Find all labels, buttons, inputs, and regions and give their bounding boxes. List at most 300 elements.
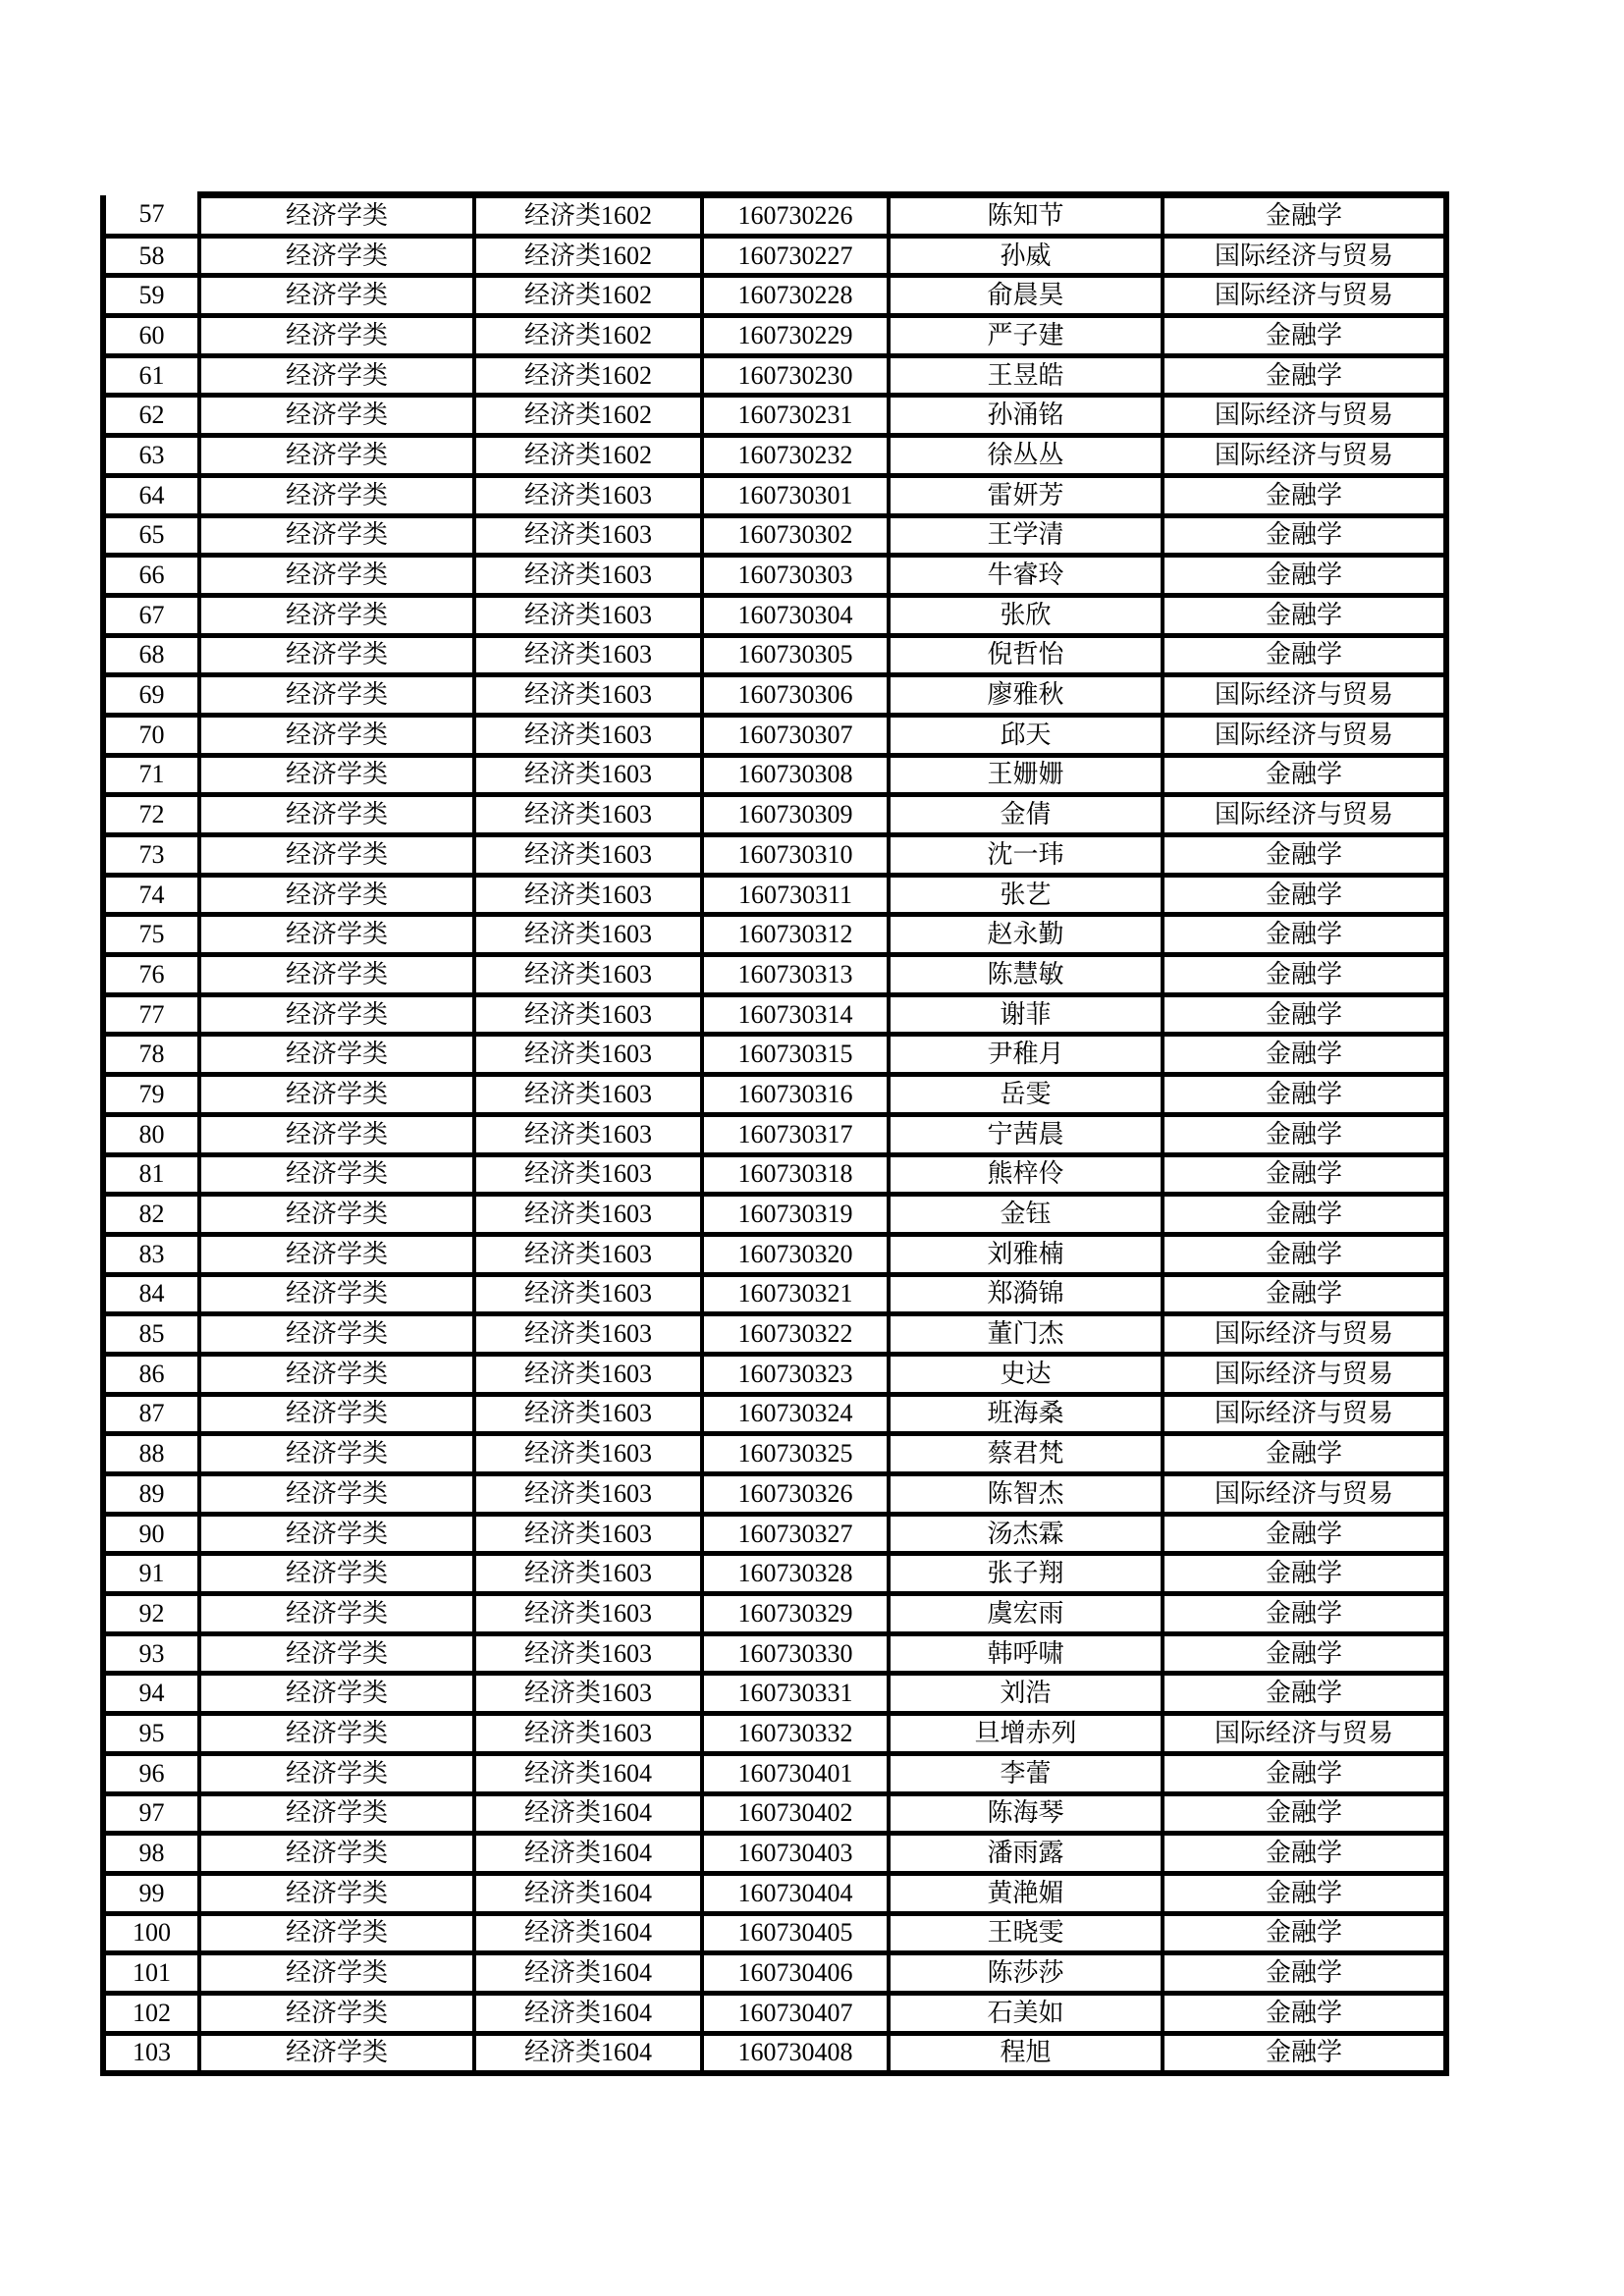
cell-major: 金融学 [1163, 955, 1446, 995]
cell-major: 金融学 [1163, 595, 1446, 635]
cell-category: 经济学类 [199, 195, 474, 237]
table-row [103, 1195, 1446, 1235]
cell-student-name: 刘浩 [889, 1674, 1163, 1714]
cell-class-name: 经济类1603 [474, 1594, 702, 1634]
cell-row-number: 78 [103, 1035, 199, 1075]
cell-row-number: 93 [103, 1633, 199, 1674]
table-row [103, 1114, 1446, 1154]
cell-class-name: 经济类1603 [474, 475, 702, 515]
table-row [103, 1234, 1446, 1274]
table-row [103, 635, 1446, 675]
cell-student-id: 160730312 [702, 915, 889, 955]
table-row [103, 795, 1446, 835]
cell-student-id: 160730227 [702, 236, 889, 276]
cell-student-id: 160730320 [702, 1234, 889, 1274]
cell-class-name: 经济类1602 [474, 316, 702, 356]
table-row [103, 1514, 1446, 1554]
cell-class-name: 经济类1604 [474, 2033, 702, 2073]
table-row [103, 1633, 1446, 1674]
cell-row-number: 75 [103, 915, 199, 955]
cell-student-name: 沈一玮 [889, 835, 1163, 876]
cell-student-name: 孙威 [889, 236, 1163, 276]
cell-student-name: 陈知节 [889, 195, 1163, 237]
cell-major: 金融学 [1163, 1434, 1446, 1474]
cell-category: 经济学类 [199, 1674, 474, 1714]
cell-student-name: 李蕾 [889, 1753, 1163, 1793]
cell-class-name: 经济类1603 [474, 1633, 702, 1674]
cell-major: 金融学 [1163, 1195, 1446, 1235]
cell-row-number: 72 [103, 795, 199, 835]
cell-student-name: 孙涌铭 [889, 396, 1163, 436]
cell-major: 金融学 [1163, 915, 1446, 955]
cell-student-name: 韩呼啸 [889, 1633, 1163, 1674]
cell-class-name: 经济类1604 [474, 1953, 702, 1994]
cell-student-id: 160730309 [702, 795, 889, 835]
cell-student-name: 潘雨露 [889, 1834, 1163, 1874]
cell-category: 经济学类 [199, 1594, 474, 1634]
cell-major: 金融学 [1163, 556, 1446, 596]
table-row [103, 1434, 1446, 1474]
cell-student-id: 160730327 [702, 1514, 889, 1554]
cell-major: 金融学 [1163, 2033, 1446, 2073]
cell-category: 经济学类 [199, 1195, 474, 1235]
cell-student-id: 160730322 [702, 1314, 889, 1355]
table-row [103, 1674, 1446, 1714]
cell-row-number: 92 [103, 1594, 199, 1634]
cell-major: 金融学 [1163, 755, 1446, 795]
cell-row-number: 103 [103, 2033, 199, 2073]
cell-class-name: 经济类1603 [474, 875, 702, 915]
cell-student-id: 160730230 [702, 355, 889, 396]
cell-class-name: 经济类1603 [474, 1195, 702, 1235]
cell-row-number: 62 [103, 396, 199, 436]
cell-category: 经济学类 [199, 1834, 474, 1874]
cell-student-id: 160730408 [702, 2033, 889, 2073]
student-roster-table-body [103, 195, 1446, 2074]
cell-row-number: 67 [103, 595, 199, 635]
cell-student-name: 陈海琴 [889, 1793, 1163, 1834]
table-row [103, 915, 1446, 955]
cell-student-id: 160730226 [702, 195, 889, 237]
cell-student-name: 陈慧敏 [889, 955, 1163, 995]
cell-student-name: 金倩 [889, 795, 1163, 835]
cell-major: 国际经济与贸易 [1163, 1714, 1446, 1754]
table-row [103, 1753, 1446, 1793]
cell-major: 金融学 [1163, 515, 1446, 556]
cell-category: 经济学类 [199, 1554, 474, 1594]
cell-major: 国际经济与贸易 [1163, 715, 1446, 755]
cell-student-name: 班海桑 [889, 1394, 1163, 1434]
table-row [103, 835, 1446, 876]
cell-student-id: 160730401 [702, 1753, 889, 1793]
cell-student-id: 160730311 [702, 875, 889, 915]
cell-category: 经济学类 [199, 556, 474, 596]
table-row [103, 1793, 1446, 1834]
cell-major: 国际经济与贸易 [1163, 236, 1446, 276]
cell-student-name: 谢菲 [889, 994, 1163, 1035]
cell-row-number: 61 [103, 355, 199, 396]
cell-row-number: 69 [103, 675, 199, 716]
cell-major: 金融学 [1163, 1594, 1446, 1634]
cell-category: 经济学类 [199, 1714, 474, 1754]
cell-row-number: 65 [103, 515, 199, 556]
cell-class-name: 经济类1603 [474, 1154, 702, 1195]
cell-row-number: 59 [103, 276, 199, 316]
cell-student-id: 160730313 [702, 955, 889, 995]
cell-major: 国际经济与贸易 [1163, 1394, 1446, 1434]
cell-class-name: 经济类1603 [474, 1554, 702, 1594]
cell-class-name: 经济类1604 [474, 1913, 702, 1953]
cell-student-id: 160730303 [702, 556, 889, 596]
cell-class-name: 经济类1603 [474, 994, 702, 1035]
cell-row-number: 98 [103, 1834, 199, 1874]
table-row [103, 475, 1446, 515]
cell-category: 经济学类 [199, 955, 474, 995]
cell-class-name: 经济类1603 [474, 1434, 702, 1474]
cell-class-name: 经济类1602 [474, 355, 702, 396]
cell-class-name: 经济类1602 [474, 396, 702, 436]
cell-major: 金融学 [1163, 1114, 1446, 1154]
cell-student-id: 160730317 [702, 1114, 889, 1154]
cell-student-name: 严子建 [889, 316, 1163, 356]
cell-major: 金融学 [1163, 1514, 1446, 1554]
cell-student-id: 160730318 [702, 1154, 889, 1195]
cell-student-id: 160730328 [702, 1554, 889, 1594]
table-row [103, 1394, 1446, 1434]
cell-student-name: 倪哲怡 [889, 635, 1163, 675]
cell-category: 经济学类 [199, 1314, 474, 1355]
cell-student-name: 王晓雯 [889, 1913, 1163, 1953]
cell-student-name: 程旭 [889, 2033, 1163, 2073]
cell-category: 经济学类 [199, 1793, 474, 1834]
table-row [103, 1474, 1446, 1515]
cell-row-number: 83 [103, 1234, 199, 1274]
cell-student-name: 王姗姗 [889, 755, 1163, 795]
cell-student-name: 石美如 [889, 1993, 1163, 2033]
cell-row-number: 86 [103, 1354, 199, 1394]
cell-category: 经济学类 [199, 715, 474, 755]
cell-major: 金融学 [1163, 994, 1446, 1035]
cell-student-id: 160730305 [702, 635, 889, 675]
cell-row-number: 73 [103, 835, 199, 876]
table-row [103, 236, 1446, 276]
cell-category: 经济学类 [199, 1753, 474, 1793]
cell-category: 经济学类 [199, 1873, 474, 1913]
cell-student-id: 160730325 [702, 1434, 889, 1474]
cell-row-number: 95 [103, 1714, 199, 1754]
cell-student-name: 徐丛丛 [889, 436, 1163, 476]
cell-class-name: 经济类1602 [474, 436, 702, 476]
cell-major: 国际经济与贸易 [1163, 1474, 1446, 1515]
table-row [103, 1035, 1446, 1075]
cell-class-name: 经济类1603 [474, 1075, 702, 1115]
cell-student-id: 160730324 [702, 1394, 889, 1434]
cell-row-number: 96 [103, 1753, 199, 1793]
cell-category: 经济学类 [199, 1274, 474, 1314]
cell-class-name: 经济类1603 [474, 556, 702, 596]
cell-student-name: 俞晨昊 [889, 276, 1163, 316]
cell-major: 金融学 [1163, 1674, 1446, 1714]
cell-category: 经济学类 [199, 1035, 474, 1075]
cell-student-id: 160730326 [702, 1474, 889, 1515]
cell-row-number: 102 [103, 1993, 199, 2033]
cell-class-name: 经济类1603 [474, 1714, 702, 1754]
cell-row-number: 71 [103, 755, 199, 795]
table-row [103, 595, 1446, 635]
cell-class-name: 经济类1603 [474, 1394, 702, 1434]
cell-category: 经济学类 [199, 1075, 474, 1115]
cell-student-id: 160730319 [702, 1195, 889, 1235]
cell-student-name: 王昱皓 [889, 355, 1163, 396]
cell-student-name: 王学清 [889, 515, 1163, 556]
table-row [103, 355, 1446, 396]
cell-row-number: 85 [103, 1314, 199, 1355]
cell-category: 经济学类 [199, 1633, 474, 1674]
table-row [103, 755, 1446, 795]
cell-student-name: 陈莎莎 [889, 1953, 1163, 1994]
cell-major: 金融学 [1163, 1234, 1446, 1274]
cell-student-id: 160730405 [702, 1913, 889, 1953]
cell-student-id: 160730301 [702, 475, 889, 515]
cell-row-number: 74 [103, 875, 199, 915]
cell-category: 经济学类 [199, 2033, 474, 2073]
cell-class-name: 经济类1603 [474, 755, 702, 795]
cell-row-number: 77 [103, 994, 199, 1035]
cell-category: 经济学类 [199, 795, 474, 835]
cell-category: 经济学类 [199, 1354, 474, 1394]
cell-category: 经济学类 [199, 915, 474, 955]
cell-class-name: 经济类1603 [474, 795, 702, 835]
table-row [103, 715, 1446, 755]
cell-row-number: 80 [103, 1114, 199, 1154]
cell-student-name: 黄滟媚 [889, 1873, 1163, 1913]
cell-class-name: 经济类1603 [474, 1035, 702, 1075]
table-row [103, 1554, 1446, 1594]
cell-student-id: 160730229 [702, 316, 889, 356]
cell-student-id: 160730406 [702, 1953, 889, 1994]
cell-class-name: 经济类1603 [474, 715, 702, 755]
cell-student-name: 熊梓伶 [889, 1154, 1163, 1195]
cell-major: 国际经济与贸易 [1163, 276, 1446, 316]
cell-student-id: 160730402 [702, 1793, 889, 1834]
cell-category: 经济学类 [199, 875, 474, 915]
cell-class-name: 经济类1602 [474, 195, 702, 237]
cell-major: 金融学 [1163, 1953, 1446, 1994]
cell-student-name: 尹稚月 [889, 1035, 1163, 1075]
cell-major: 金融学 [1163, 1035, 1446, 1075]
cell-major: 金融学 [1163, 1793, 1446, 1834]
cell-student-name: 郑漪锦 [889, 1274, 1163, 1314]
cell-student-id: 160730232 [702, 436, 889, 476]
cell-row-number: 90 [103, 1514, 199, 1554]
table-row [103, 1834, 1446, 1874]
cell-student-id: 160730304 [702, 595, 889, 635]
cell-major: 国际经济与贸易 [1163, 436, 1446, 476]
cell-major: 金融学 [1163, 1154, 1446, 1195]
cell-student-name: 旦增赤列 [889, 1714, 1163, 1754]
cell-student-name: 张子翔 [889, 1554, 1163, 1594]
cell-student-id: 160730315 [702, 1035, 889, 1075]
cell-student-name: 金钰 [889, 1195, 1163, 1235]
cell-student-name: 陈智杰 [889, 1474, 1163, 1515]
cell-class-name: 经济类1603 [474, 1234, 702, 1274]
cell-major: 金融学 [1163, 1993, 1446, 2033]
table-row [103, 955, 1446, 995]
cell-major: 金融学 [1163, 1913, 1446, 1953]
cell-student-name: 赵永勤 [889, 915, 1163, 955]
table-row [103, 1274, 1446, 1314]
cell-class-name: 经济类1604 [474, 1753, 702, 1793]
cell-student-id: 160730332 [702, 1714, 889, 1754]
table-row [103, 1075, 1446, 1115]
table-row [103, 556, 1446, 596]
cell-student-id: 160730330 [702, 1633, 889, 1674]
cell-student-id: 160730316 [702, 1075, 889, 1115]
table-row [103, 1714, 1446, 1754]
cell-class-name: 经济类1603 [474, 635, 702, 675]
cell-class-name: 经济类1603 [474, 595, 702, 635]
cell-major: 国际经济与贸易 [1163, 396, 1446, 436]
cell-student-name: 雷妍芳 [889, 475, 1163, 515]
cell-student-id: 160730329 [702, 1594, 889, 1634]
cell-student-id: 160730307 [702, 715, 889, 755]
cell-category: 经济学类 [199, 595, 474, 635]
student-roster-table [100, 191, 1449, 2076]
cell-category: 经济学类 [199, 635, 474, 675]
cell-major: 国际经济与贸易 [1163, 795, 1446, 835]
cell-class-name: 经济类1603 [474, 675, 702, 716]
table-row [103, 875, 1446, 915]
cell-student-name: 蔡君梵 [889, 1434, 1163, 1474]
cell-class-name: 经济类1603 [474, 515, 702, 556]
cell-row-number: 64 [103, 475, 199, 515]
cell-major: 金融学 [1163, 635, 1446, 675]
cell-student-id: 160730306 [702, 675, 889, 716]
cell-row-number: 79 [103, 1075, 199, 1115]
cell-category: 经济学类 [199, 994, 474, 1035]
cell-major: 金融学 [1163, 835, 1446, 876]
cell-category: 经济学类 [199, 316, 474, 356]
cell-category: 经济学类 [199, 1993, 474, 2033]
cell-row-number: 97 [103, 1793, 199, 1834]
cell-major: 金融学 [1163, 195, 1446, 237]
cell-row-number: 87 [103, 1394, 199, 1434]
cell-class-name: 经济类1603 [474, 1674, 702, 1714]
cell-category: 经济学类 [199, 1953, 474, 1994]
cell-row-number: 66 [103, 556, 199, 596]
cell-major: 金融学 [1163, 1834, 1446, 1874]
cell-row-number: 100 [103, 1913, 199, 1953]
table-row [103, 396, 1446, 436]
cell-class-name: 经济类1602 [474, 236, 702, 276]
cell-major: 金融学 [1163, 316, 1446, 356]
cell-major: 金融学 [1163, 1753, 1446, 1793]
table-row [103, 675, 1446, 716]
cell-class-name: 经济类1603 [474, 835, 702, 876]
table-row [103, 1953, 1446, 1994]
cell-category: 经济学类 [199, 755, 474, 795]
cell-class-name: 经济类1603 [474, 1114, 702, 1154]
table-row [103, 1913, 1446, 1953]
cell-category: 经济学类 [199, 1114, 474, 1154]
cell-category: 经济学类 [199, 355, 474, 396]
cell-category: 经济学类 [199, 515, 474, 556]
cell-student-id: 160730308 [702, 755, 889, 795]
cell-class-name: 经济类1603 [474, 1354, 702, 1394]
cell-student-name: 宁茜晨 [889, 1114, 1163, 1154]
cell-category: 经济学类 [199, 1913, 474, 1953]
table-row [103, 1314, 1446, 1355]
cell-class-name: 经济类1603 [474, 1474, 702, 1515]
cell-student-id: 160730323 [702, 1354, 889, 1394]
cell-major: 金融学 [1163, 1554, 1446, 1594]
cell-student-name: 牛睿玲 [889, 556, 1163, 596]
cell-major: 国际经济与贸易 [1163, 1314, 1446, 1355]
cell-student-name: 史达 [889, 1354, 1163, 1394]
cell-row-number: 101 [103, 1953, 199, 1994]
table-row [103, 1993, 1446, 2033]
cell-class-name: 经济类1603 [474, 1514, 702, 1554]
cell-student-id: 160730302 [702, 515, 889, 556]
cell-major: 金融学 [1163, 1633, 1446, 1674]
cell-row-number: 88 [103, 1434, 199, 1474]
cell-class-name: 经济类1603 [474, 1274, 702, 1314]
cell-row-number: 82 [103, 1195, 199, 1235]
cell-major: 金融学 [1163, 1274, 1446, 1314]
cell-student-name: 刘雅楠 [889, 1234, 1163, 1274]
cell-row-number: 58 [103, 236, 199, 276]
cell-category: 经济学类 [199, 1394, 474, 1434]
cell-class-name: 经济类1602 [474, 276, 702, 316]
cell-class-name: 经济类1603 [474, 1314, 702, 1355]
cell-category: 经济学类 [199, 475, 474, 515]
table-row [103, 1154, 1446, 1195]
table-row [103, 436, 1446, 476]
table-row [103, 1873, 1446, 1913]
cell-student-name: 张艺 [889, 875, 1163, 915]
cell-class-name: 经济类1603 [474, 915, 702, 955]
table-row [103, 2033, 1446, 2073]
cell-category: 经济学类 [199, 1434, 474, 1474]
cell-row-number: 94 [103, 1674, 199, 1714]
table-row [103, 1354, 1446, 1394]
cell-row-number: 76 [103, 955, 199, 995]
cell-student-name: 张欣 [889, 595, 1163, 635]
cell-student-id: 160730404 [702, 1873, 889, 1913]
cell-class-name: 经济类1604 [474, 1793, 702, 1834]
cell-major: 金融学 [1163, 475, 1446, 515]
cell-student-name: 虞宏雨 [889, 1594, 1163, 1634]
table-row [103, 195, 1446, 237]
cell-row-number: 99 [103, 1873, 199, 1913]
table-row [103, 316, 1446, 356]
table-row [103, 276, 1446, 316]
cell-major: 金融学 [1163, 1075, 1446, 1115]
cell-class-name: 经济类1604 [474, 1834, 702, 1874]
cell-category: 经济学类 [199, 276, 474, 316]
cell-student-name: 岳雯 [889, 1075, 1163, 1115]
cell-student-id: 160730407 [702, 1993, 889, 2033]
cell-student-name: 董门杰 [889, 1314, 1163, 1355]
cell-row-number: 81 [103, 1154, 199, 1195]
cell-category: 经济学类 [199, 236, 474, 276]
cell-major: 金融学 [1163, 355, 1446, 396]
cell-student-id: 160730321 [702, 1274, 889, 1314]
table-row [103, 515, 1446, 556]
cell-student-name: 邱天 [889, 715, 1163, 755]
cell-category: 经济学类 [199, 675, 474, 716]
cell-row-number: 91 [103, 1554, 199, 1594]
